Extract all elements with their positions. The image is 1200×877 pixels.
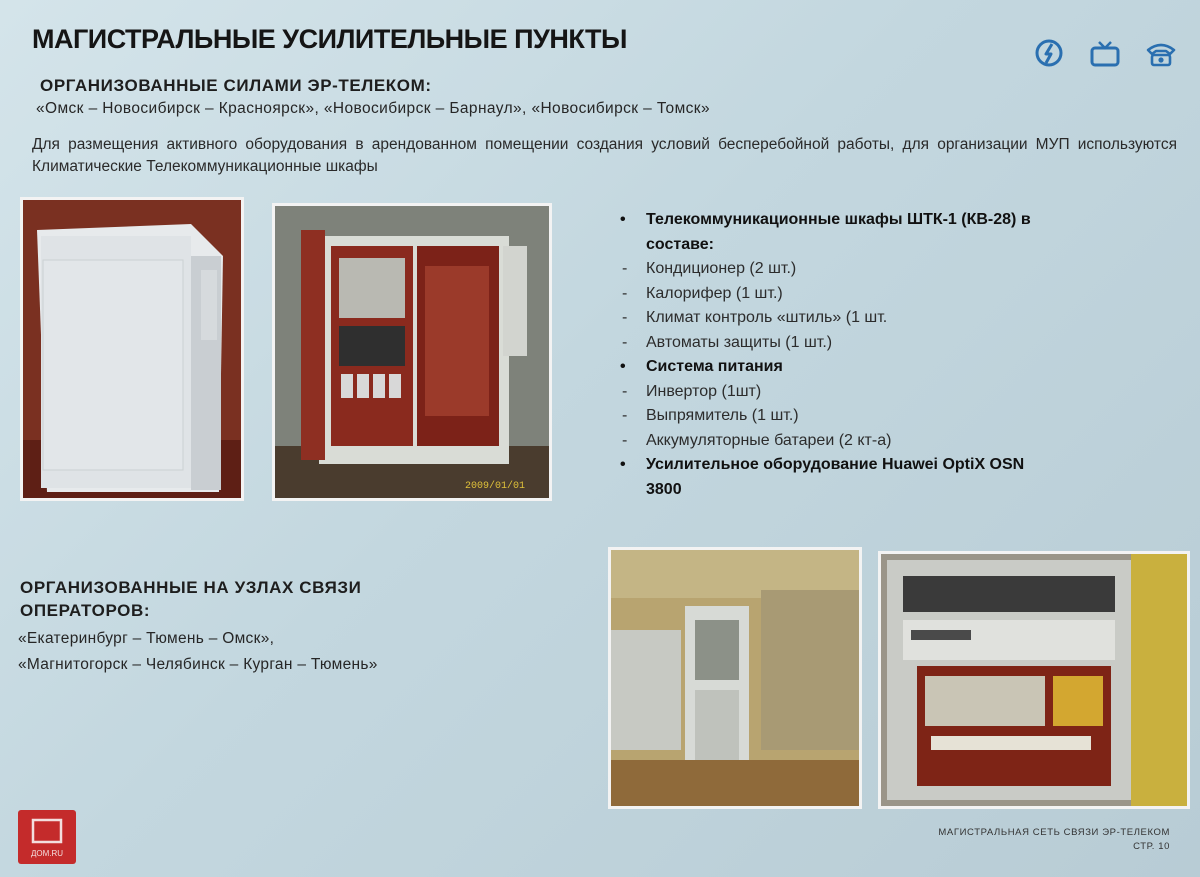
section2-route-line2: «Магнитогорск – Челябинск – Курган – Тюмень» — [18, 656, 378, 673]
section2-route-line1: «Екатеринбург – Тюмень – Омск», — [18, 630, 275, 647]
list-heading-item: • Система питания — [616, 355, 1056, 380]
photo-cabinet-closed — [20, 197, 244, 501]
equipment-list — [616, 208, 1056, 502]
list-item: - Кондиционер (2 шт.) — [616, 257, 1056, 282]
photo-cabinet-open — [272, 203, 552, 501]
list-item: - Инвертор (1шт) — [616, 380, 1056, 405]
page-number: СТР. 10 — [1133, 841, 1170, 852]
photo-equipment-room — [608, 547, 862, 809]
header-icons — [1032, 36, 1178, 70]
list-item: - Выпрямитель (1 шт.) — [616, 404, 1056, 429]
section2-heading: ОРГАНИЗОВАННЫЕ НА УЗЛАХ СВЯЗИ ОПЕРАТОРОВ: — [20, 578, 362, 620]
tv-icon[interactable] — [1088, 36, 1122, 70]
phone-icon[interactable] — [1144, 36, 1178, 70]
section2-routes — [18, 626, 378, 678]
photo-date: 2009/01/01 — [465, 481, 526, 492]
section1-heading: ОРГАНИЗОВАННЫЕ СИЛАМИ ЭР-ТЕЛЕКОМ: — [40, 76, 432, 95]
logo-text: ДОМ.RU — [30, 849, 64, 858]
slide-title: МАГИСТРАЛЬНЫЕ УСИЛИТЕЛЬНЫЕ ПУНКТЫ — [32, 24, 627, 54]
list-item: - Климат контроль «штиль» (1 шт. — [616, 306, 1056, 331]
list-item: - Калорифер (1 шт.) — [616, 282, 1056, 307]
slide-footer — [938, 826, 1170, 854]
list-heading-item: • Усилительное оборудование Huawei OptiX OSN 3800 — [616, 453, 1056, 502]
footer-title: МАГИСТРАЛЬНАЯ СЕТЬ СВЯЗИ ЭР-ТЕЛЕКОМ — [938, 827, 1170, 838]
list-item: - Автоматы защиты (1 шт.) — [616, 331, 1056, 356]
section1-routes: «Омск – Новосибирск – Красноярск», «Новосибирск – Барнаул», «Новосибирск – Томск» — [36, 100, 710, 117]
intro-paragraph: Для размещения активного оборудования в арендованном помещении создания условий бесперебойной работы, для организации МУП используются Климатические Телекоммуникационные шкафы — [32, 136, 1177, 175]
photo-equipment-rack — [878, 551, 1190, 809]
company-logo — [18, 810, 76, 864]
power-icon[interactable] — [1032, 36, 1066, 70]
list-heading-item: • Телекоммуникационные шкафы ШТК-1 (КВ-28) в составе: — [616, 208, 1056, 257]
list-item: - Аккумуляторные батареи (2 кт-а) — [616, 429, 1056, 454]
